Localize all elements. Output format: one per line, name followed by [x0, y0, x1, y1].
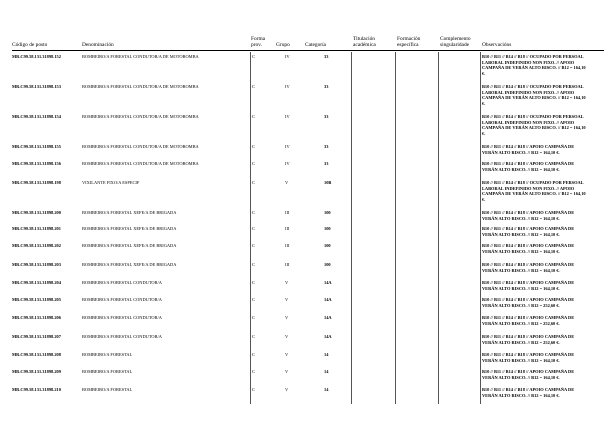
cell-forma: C [252, 180, 255, 185]
cell-forma: C [252, 114, 255, 119]
cell-forma: C [252, 243, 255, 248]
cell-codigo: MR.C99.58.131.31898.204 [12, 280, 61, 285]
cell-observaciones: B10 // B11 // B14 // B18 // APOIO CAMPAÑA DE VERÁN ALTO RISCO. // B12 = 164,10 €. [482, 144, 575, 155]
cell-observaciones: B10 // B11 // B14 // B18 // APOIO CAMPAÑA DE VERÁN ALTO RISCO. // B12 = 252,60 €. [482, 315, 575, 326]
cell-codigo: MR.C99.58.131.31898.206 [12, 315, 61, 320]
cell-categoria: 14 [324, 369, 329, 374]
cell-observaciones: B10 // B11 // B14 // B18 // APOIO CAMPAÑA DE VERÁN ALTO RISCO. // B12 = 164,10 €. [482, 280, 575, 291]
cell-codigo: MR.C99.58.131.31898.200 [12, 210, 61, 215]
cell-codigo: MR.C99.58.131.31898.198 [12, 180, 61, 185]
cell-categoria: 100 [324, 243, 331, 248]
column-divider [480, 52, 481, 404]
cell-denominacion: BOMBEIRO/A FORESTAL CONDUTOR/A DE MOTOBOMBA [82, 161, 199, 166]
cell-codigo: MR.C99.58.131.31898.202 [12, 243, 61, 248]
cell-codigo: MR.C99.58.131.31898.207 [12, 334, 61, 339]
cell-grupo: V [285, 297, 289, 302]
cell-denominacion: BOMBEIRO/A FORESTAL XEFE/A DE BRIGADA [82, 226, 177, 231]
cell-denominacion: BOMBEIRO/A FORESTAL CONDUTOR/A [82, 280, 162, 285]
cell-grupo: V [285, 387, 289, 392]
cell-forma: C [252, 369, 255, 374]
cell-grupo: IV [285, 114, 290, 119]
cell-categoria: 10B [324, 180, 332, 185]
cell-categoria: 14A [324, 334, 332, 339]
cell-grupo: V [285, 280, 289, 285]
cell-denominacion: BOMBEIRO/A FORESTAL [82, 369, 133, 374]
cell-observaciones: B10 // B11 // B14 // B18 // APOIO CAMPAÑA DE VERÁN ALTO RISCO. // B12 = 164,10 €. [482, 262, 575, 273]
cell-observaciones: B10 // B11 // B14 // B18 // APOIO CAMPAÑA DE VERÁN ALTO RISCO. // B12 = 252,60 €. [482, 334, 575, 345]
cell-denominacion: BOMBEIRO/A FORESTAL CONDUTOR/A DE MOTOBOMBA [82, 84, 199, 89]
cell-denominacion: BOMBEIRO/A FORESTAL CONDUTOR/A DE MOTOBOMBA [82, 144, 199, 149]
cell-observaciones: B10 // B11 // B14 // B18 // APOIO CAMPAÑA DE VERÁN ALTO RISCO. // B12 = 164,10 €. [482, 387, 575, 398]
cell-codigo: MR.C99.58.131.31898.205 [12, 297, 61, 302]
cell-codigo: MR.C99.58.131.31898.201 [12, 226, 61, 231]
cell-grupo: III [285, 226, 290, 231]
cell-categoria: 100 [324, 262, 331, 267]
cell-forma: C [252, 226, 255, 231]
cell-codigo: MR.C99.58.131.31898.210 [12, 387, 61, 392]
cell-forma: C [252, 280, 255, 285]
cell-categoria: 14A [324, 315, 332, 320]
cell-observaciones: B10 // B11 // B14 // B18 // APOIO CAMPAÑA DE VERÁN ALTO RISCO. // B12 = 164,10 €. [482, 369, 575, 380]
cell-forma: C [252, 54, 255, 59]
header-titulacion: Titulación académica [353, 36, 376, 48]
cell-forma: C [252, 334, 255, 339]
column-divider [250, 52, 251, 404]
cell-observaciones: B10 // B11 // B14 // B18 // OCUPADO POR PERSOAL LABORAL INDEFINIDO NON FIXO. // APOIO CAMPAÑA DE VERÁN ALTO RISCO. // B12 = 164,10 €. [482, 84, 586, 106]
cell-observaciones: B10 // B11 // B14 // B18 // APOIO CAMPAÑA DE VERÁN ALTO RISCO. // B12 = 164,10 €. [482, 226, 575, 237]
cell-codigo: MR.C99.58.131.31898.209 [12, 369, 61, 374]
cell-grupo: III [285, 262, 290, 267]
cell-denominacion: BOMBEIRO/A FORESTAL [82, 352, 133, 357]
cell-grupo: IV [285, 161, 290, 166]
cell-codigo: MR.C99.58.131.31898.156 [12, 161, 61, 166]
cell-observaciones: B10 // B11 // B14 // B18 // APOIO CAMPAÑA DE VERÁN ALTO RISCO. // B12 = 252,60 €. [482, 297, 575, 308]
header-observaciones: Observacións [482, 42, 512, 48]
cell-forma: C [252, 144, 255, 149]
cell-categoria: 14 [324, 387, 329, 392]
cell-codigo: MR.C99.58.131.31898.155 [12, 144, 61, 149]
cell-denominacion: BOMBEIRO/A FORESTAL [82, 387, 133, 392]
cell-denominacion: BOMBEIRO/A FORESTAL XEFE/A DE BRIGADA [82, 262, 177, 267]
cell-forma: C [252, 352, 255, 357]
column-divider [438, 52, 439, 404]
cell-forma: C [252, 387, 255, 392]
cell-forma: C [252, 84, 255, 89]
cell-denominacion: BOMBEIRO/A FORESTAL CONDUTOR/A DE MOTOBOMBA [82, 114, 199, 119]
header-rule [12, 50, 604, 51]
column-divider [351, 52, 352, 404]
cell-categoria: 33 [324, 84, 329, 89]
cell-forma: C [252, 262, 255, 267]
cell-grupo: III [285, 243, 290, 248]
cell-categoria: 14A [324, 280, 332, 285]
header-codigo: Código de posto [12, 42, 48, 48]
cell-grupo: V [285, 180, 289, 185]
header-categoria: Categoría [305, 42, 326, 48]
cell-categoria: 14 [324, 352, 329, 357]
header-complemento: Complemento singularidade [440, 36, 471, 48]
column-divider [395, 52, 396, 404]
cell-categoria: 33 [324, 144, 329, 149]
cell-grupo: V [285, 352, 289, 357]
cell-observaciones: B10 // B11 // B14 // B18 // OCUPADO POR PERSOAL LABORAL INDEFINIDO NON FIXO. // APOIO CAMPAÑA DE VERÁN ALTO RISCO. // B12 = 164,10 €. [482, 114, 586, 136]
cell-denominacion: BOMBEIRO/A FORESTAL XEFE/A DE BRIGADA [82, 243, 177, 248]
cell-codigo: MR.C99.58.131.31898.152 [12, 54, 61, 59]
cell-observaciones: B10 // B11 // B14 // B18 // OCUPADO POR PERSOAL LABORAL INDEFINIDO NON FIXO. // APOIO CAMPAÑA DE VERÁN ALTO RISCO. // B12 = 164,10 €. [482, 54, 586, 76]
cell-codigo: MR.C99.58.131.31898.154 [12, 114, 61, 119]
cell-categoria: 33 [324, 114, 329, 119]
header-denominacion: Denominación [82, 42, 114, 48]
cell-forma: C [252, 297, 255, 302]
cell-observaciones: B10 // B11 // B14 // B18 // APOIO CAMPAÑA DE VERÁN ALTO RISCO. // B12 = 164,10 €. [482, 243, 575, 254]
cell-denominacion: BOMBEIRO/A FORESTAL CONDUTOR/A [82, 334, 162, 339]
header-forma: Forma prov. [251, 36, 266, 48]
cell-grupo: V [285, 315, 289, 320]
cell-codigo: MR.C99.58.131.31898.153 [12, 84, 61, 89]
cell-categoria: 33 [324, 54, 329, 59]
header-grupo: Grupo [276, 42, 290, 48]
cell-grupo: IV [285, 54, 290, 59]
cell-grupo: IV [285, 144, 290, 149]
cell-grupo: V [285, 369, 289, 374]
cell-categoria: 100 [324, 226, 331, 231]
cell-observaciones: B10 // B11 // B14 // B18 // OCUPADO POR PERSOAL LABORAL INDEFINIDO NON FIXO. // APOIO CAMPAÑA DE VERÁN ALTO RISCO. // B12 = 164,10 €. [482, 180, 586, 202]
cell-denominacion: BOMBEIRO/A FORESTAL XEFE/A DE BRIGADA [82, 210, 177, 215]
cell-categoria: 14A [324, 297, 332, 302]
cell-forma: C [252, 161, 255, 166]
header-formacion: Formación específica [397, 36, 421, 48]
cell-forma: C [252, 210, 255, 215]
cell-categoria: 33 [324, 161, 329, 166]
cell-forma: C [252, 315, 255, 320]
cell-grupo: IV [285, 84, 290, 89]
cell-codigo: MR.C99.58.131.31898.203 [12, 262, 61, 267]
cell-denominacion: BOMBEIRO/A FORESTAL CONDUTOR/A [82, 315, 162, 320]
cell-observaciones: B10 // B11 // B14 // B18 // APOIO CAMPAÑA DE VERÁN ALTO RISCO. // B12 = 164,10 €. [482, 210, 575, 221]
cell-denominacion: VIXILANTE FIXO/A ESPECIF [82, 180, 140, 185]
cell-observaciones: B10 // B11 // B14 // B18 // APOIO CAMPAÑA DE VERÁN ALTO RISCO. // B12 = 164,10 €. [482, 161, 575, 172]
cell-denominacion: BOMBEIRO/A FORESTAL CONDUTOR/A [82, 297, 162, 302]
cell-categoria: 100 [324, 210, 331, 215]
cell-grupo: V [285, 334, 289, 339]
cell-codigo: MR.C99.58.131.31898.208 [12, 352, 61, 357]
cell-observaciones: B10 // B11 // B14 // B18 // APOIO CAMPAÑA DE VERÁN ALTO RISCO. // B12 = 164,10 €. [482, 352, 575, 363]
cell-grupo: III [285, 210, 290, 215]
cell-denominacion: BOMBEIRO/A FORESTAL CONDUTOR/A DE MOTOBOMBA [82, 54, 199, 59]
